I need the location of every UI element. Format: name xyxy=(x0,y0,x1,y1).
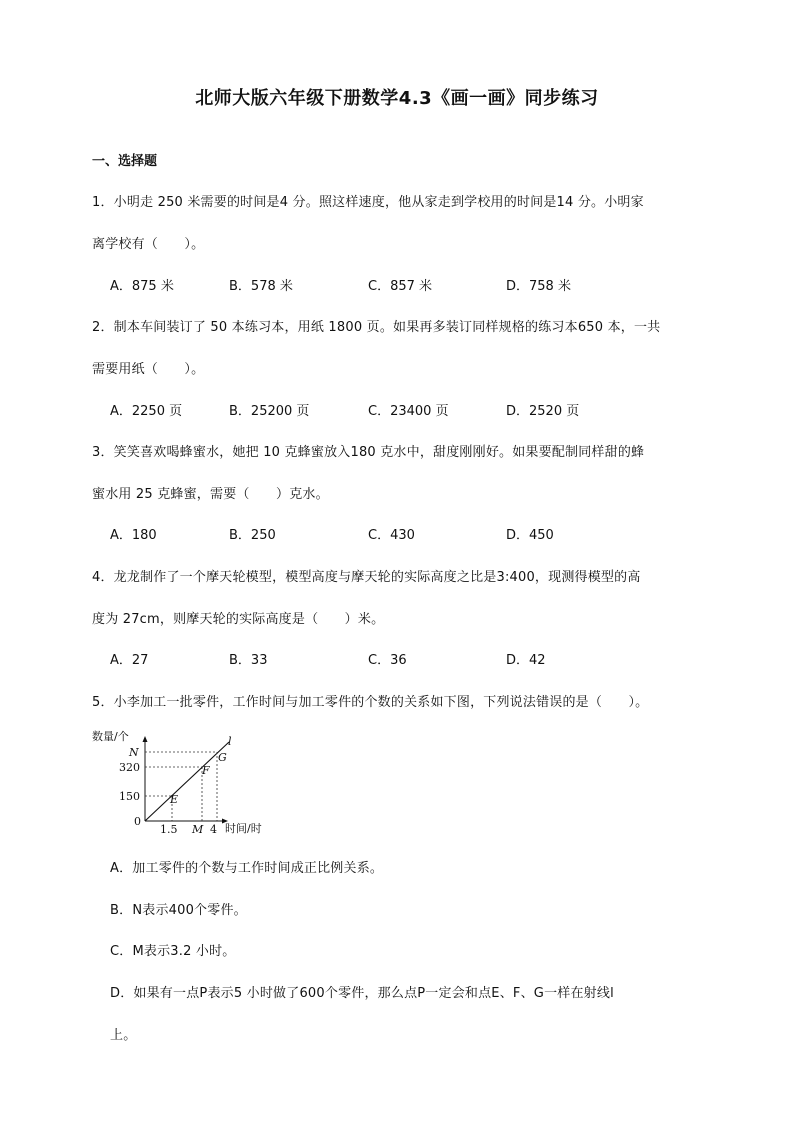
y-axis-label: 数量/个 xyxy=(92,730,129,743)
question-1-line-1: 1．小明走 250 米需要的时间是4 分。照这样速度，他从家走到学校用的时间是14 分。小明家 xyxy=(92,195,644,210)
option-d-continued: 上。 xyxy=(110,1028,137,1043)
option-c[interactable]: C．36 xyxy=(368,653,407,668)
question-2-line-2: 需要用纸（ ）。 xyxy=(92,362,205,377)
x-tick-4: 4 xyxy=(210,823,217,836)
point-g-label: G xyxy=(218,751,227,764)
option-c[interactable]: C．23400 页 xyxy=(368,404,449,419)
question-1-line-2: 离学校有（ ）。 xyxy=(92,237,205,252)
question-5-line-1: 5．小李加工一批零件，工作时间与加工零件的个数的关系如下图，下列说法错误的是（ ）。 xyxy=(92,695,649,710)
option-c[interactable]: C．M表示3.2 小时。 xyxy=(110,944,236,959)
ray-label: l xyxy=(228,735,232,748)
option-c[interactable]: C．857 米 xyxy=(368,279,433,294)
option-a[interactable]: A．27 xyxy=(110,653,149,668)
option-d[interactable]: D．如果有一点P表示5 小时做了600个零件，那么点P一定会和点E、F、G一样在射线l xyxy=(110,986,614,1001)
option-a[interactable]: A．180 xyxy=(110,528,157,543)
option-b[interactable]: B．578 米 xyxy=(229,279,293,294)
question-3-line-2: 蜜水用 25 克蜂蜜，需要（ ）克水。 xyxy=(92,487,329,502)
question-3-line-1: 3．笑笑喜欢喝蜂蜜水，她把 10 克蜂蜜放入180 克水中，甜度刚刚好。如果要配制同样甜的蜂 xyxy=(92,445,645,460)
option-d[interactable]: D．758 米 xyxy=(506,279,571,294)
option-b[interactable]: B．25200 页 xyxy=(229,404,310,419)
option-a[interactable]: A．2250 页 xyxy=(110,404,183,419)
option-d[interactable]: D．42 xyxy=(506,653,546,668)
question-2-line-1: 2．制本车间装订了 50 本练习本，用纸 1800 页。如果再多装订同样规格的练习本650 本，一共 xyxy=(92,320,661,335)
option-c[interactable]: C．430 xyxy=(368,528,415,543)
question-4-line-1: 4．龙龙制作了一个摩天轮模型，模型高度与摩天轮的实际高度之比是3:400，现测得模型的高 xyxy=(92,570,641,585)
work-time-graph xyxy=(92,728,282,840)
option-b[interactable]: B．N表示400个零件。 xyxy=(110,903,247,918)
point-f-label: F xyxy=(202,764,210,777)
y-tick-150: 150 xyxy=(119,790,140,803)
page-title: 北师大版六年级下册数学4.3《画一画》同步练习 xyxy=(195,88,599,109)
y-tick-n: N xyxy=(129,746,139,759)
option-b[interactable]: B．250 xyxy=(229,528,276,543)
question-4-line-2: 度为 27cm，则摩天轮的实际高度是（ ）米。 xyxy=(92,612,385,627)
point-e-label: E xyxy=(170,793,179,806)
option-b[interactable]: B．33 xyxy=(229,653,268,668)
x-axis-label: 时间/时 xyxy=(225,822,262,835)
y-tick-320: 320 xyxy=(119,761,140,774)
option-d[interactable]: D．450 xyxy=(506,528,554,543)
origin-label: 0 xyxy=(134,815,141,828)
x-tick-m: M xyxy=(192,823,204,836)
x-tick-1-5: 1.5 xyxy=(160,823,178,836)
option-a[interactable]: A．875 米 xyxy=(110,279,174,294)
ray-l xyxy=(145,742,229,821)
section-heading: 一、选择题 xyxy=(92,154,158,169)
option-d[interactable]: D．2520 页 xyxy=(506,404,580,419)
y-axis-arrow-icon xyxy=(143,736,148,742)
option-a[interactable]: A．加工零件的个数与工作时间成正比例关系。 xyxy=(110,861,384,876)
